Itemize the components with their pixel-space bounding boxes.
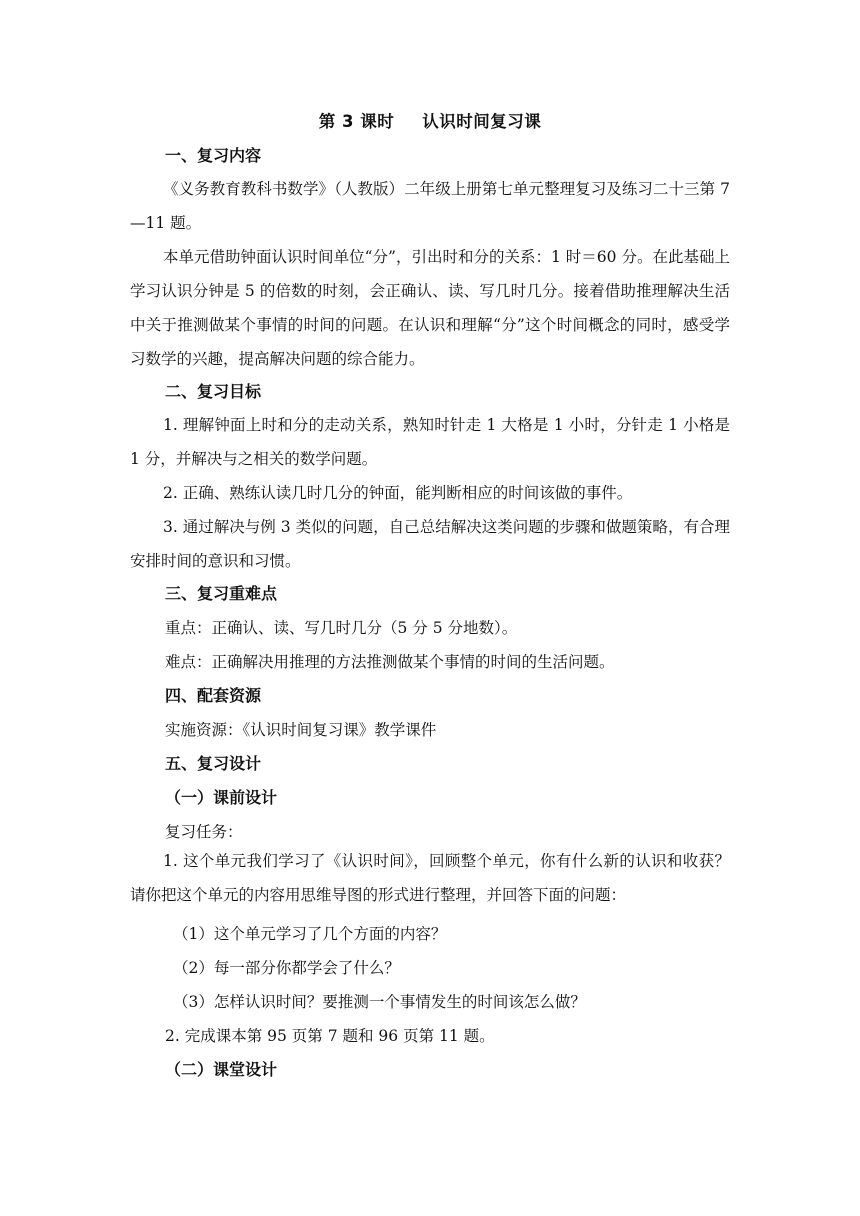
subsection-heading-in-class: （二）课堂设计 <box>165 1060 278 1079</box>
review-task-2: 2. 完成课本第 95 页第 7 题和 96 页第 11 题。 <box>165 1027 495 1045</box>
section-heading-resources: 四、配套资源 <box>165 686 262 705</box>
goal-item-2: 2. 正确、熟练认读几时几分的钟面，能判断相应的时间该做的事件。 <box>163 484 633 502</box>
review-task-label: 复习任务： <box>165 823 243 841</box>
review-question-1: （1）这个单元学习了几个方面的内容？ <box>173 925 447 943</box>
section-heading-review-design: 五、复习设计 <box>165 754 262 773</box>
section-heading-key-points: 三、复习重难点 <box>165 584 278 603</box>
review-task-1: 1. 这个单元我们学习了《认识时间》，回顾整个单元，你有什么新的认识和收获？请你把这个单元的内容用思维导图的形式进行整理，并回答下面的问题： <box>130 852 730 904</box>
section-heading-review-content: 一、复习内容 <box>165 146 262 165</box>
lesson-name: 认识时间复习课 <box>422 112 542 131</box>
lesson-number: 第 3 课时 <box>318 112 395 131</box>
goal-item-1: 1. 理解钟面上时和分的走动关系，熟知时针走 1 大格是 1 小时，分针走 1 小格是 1 分，并解决与之相关的数学问题。 <box>130 416 730 468</box>
section-heading-review-goals: 二、复习目标 <box>165 382 262 401</box>
goal-item-3: 3. 通过解决与例 3 类似的问题，自己总结解决这类问题的步骤和做题策略，有合理安排时间的意识和习惯。 <box>130 518 730 570</box>
review-question-3: （3）怎样认识时间？要推测一个事情发生的时间该怎么做？ <box>173 993 586 1011</box>
key-point-difficulty: 难点：正确解决用推理的方法推测做某个事情的时间的生活问题。 <box>165 653 615 671</box>
key-point-focus: 重点：正确认、读、写几时几分（5 分 5 分地数）。 <box>165 619 518 637</box>
paragraph-unit-overview: 本单元借助钟面认识时间单位“分”，引出时和分的关系：1 时＝60 分。在此基础上学习认识分钟是 5 的倍数的时刻，会正确认、读、写几时几分。接着借助推理解决生活中关于推测做某个事情的时间的问题。在认识和理解“分”这个时间概念的同时，感受学习数学的兴趣，提高解决问题的综合能力。 <box>130 248 730 368</box>
resource-item: 实施资源：《认识时间复习课》教学课件 <box>165 721 437 739</box>
lesson-title <box>0 110 860 134</box>
paragraph-textbook-scope: 《义务教育教科书数学》（人教版）二年级上册第七单元整理复习及练习二十三第 7—11 题。 <box>130 180 730 232</box>
subsection-heading-pre-class: （一）课前设计 <box>165 788 278 807</box>
review-question-2: （2）每一部分你都学会了什么？ <box>173 959 400 977</box>
